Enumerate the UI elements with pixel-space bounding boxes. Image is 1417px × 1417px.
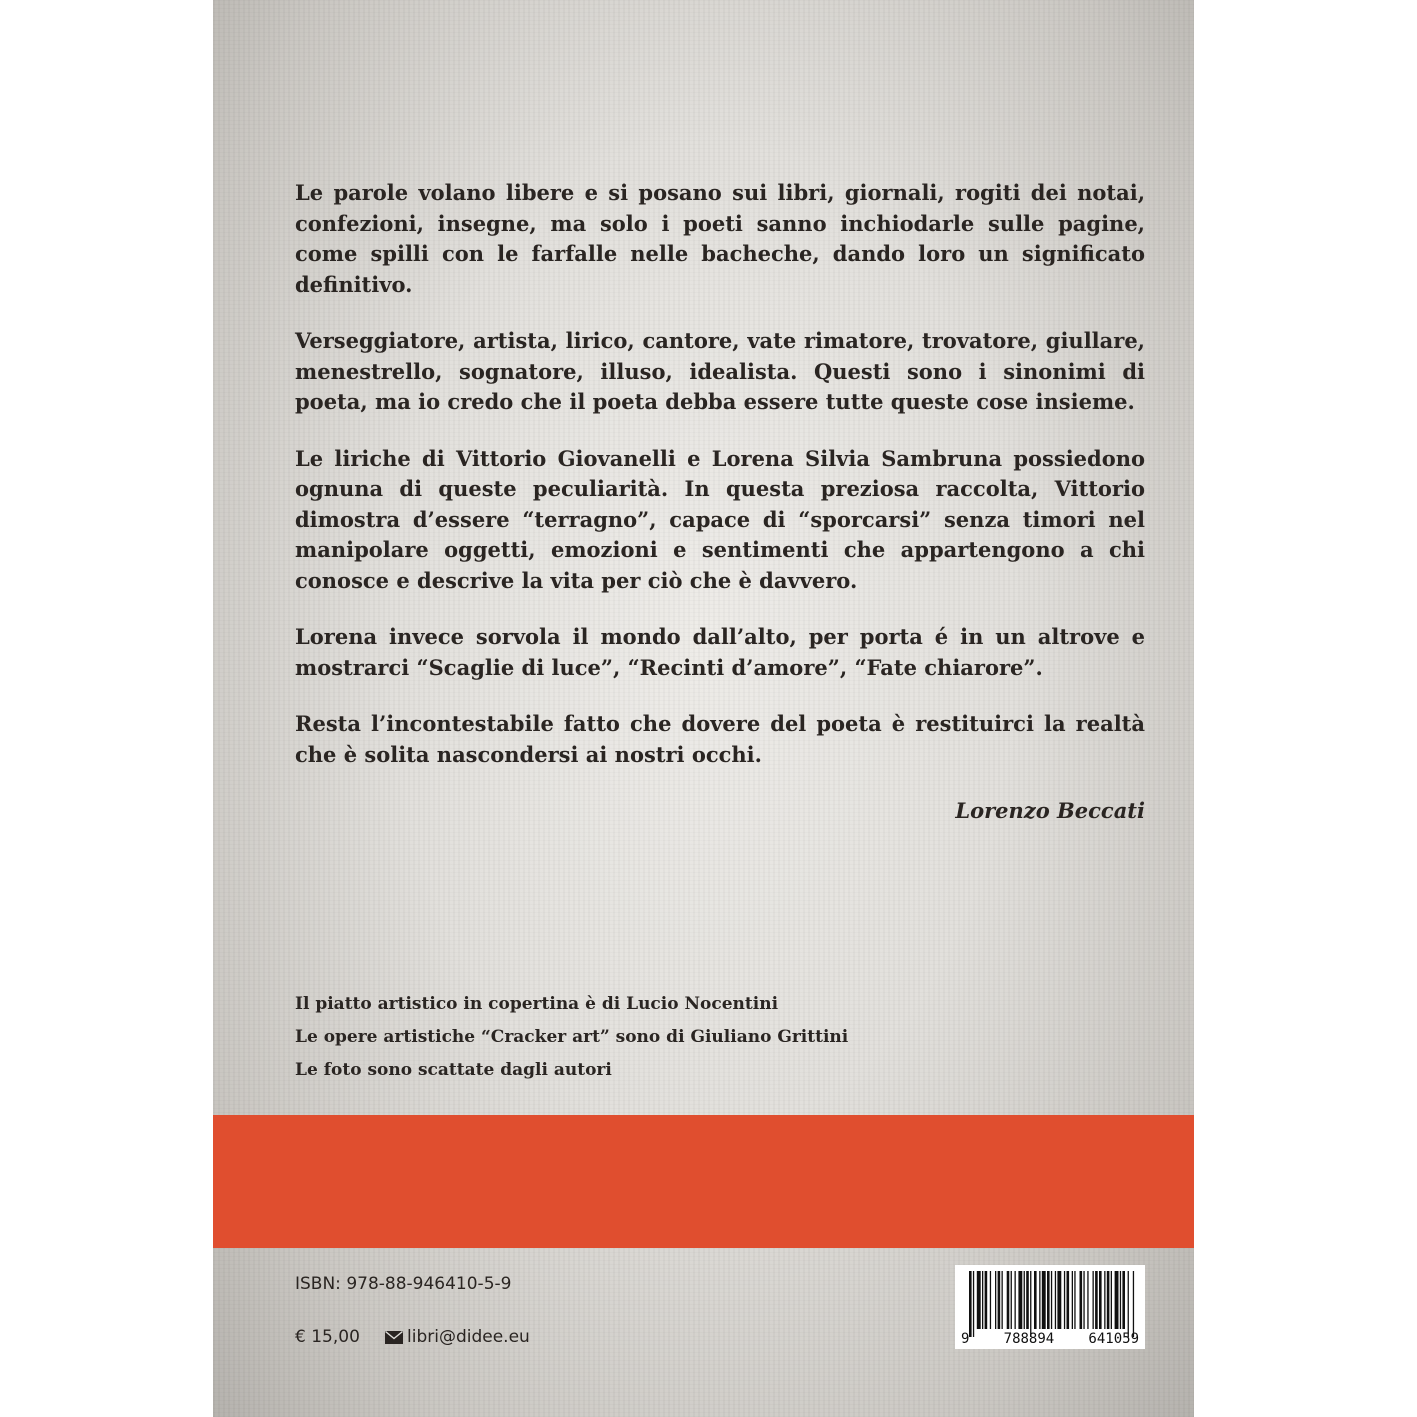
credit-line-2: Le opere artistiche “Cracker art” sono di Giuliano Grittini (295, 1027, 849, 1047)
barcode-bar (1007, 1271, 1010, 1329)
barcode-bar (1099, 1271, 1102, 1329)
barcode-bar (1034, 1271, 1037, 1329)
barcode-bar (1067, 1271, 1070, 1329)
barcode-bar (1064, 1271, 1065, 1329)
credit-line-1: Il piatto artistico in copertina è di Lucio Nocentini (295, 994, 779, 1014)
blurb-paragraph-5: Resta l’incontestabile fatto che dovere del poeta è restituirci la realtà che è solita nascondersi ai nostri occhi. (295, 711, 1145, 767)
barcode-bar (1072, 1271, 1073, 1329)
barcode-bar (1030, 1271, 1031, 1337)
barcode-bar (1057, 1271, 1061, 1329)
signature: Lorenzo Beccati (955, 798, 1145, 823)
back-cover (213, 0, 1194, 1417)
barcode-bar (1104, 1271, 1105, 1329)
barcode-bar (1042, 1271, 1046, 1329)
barcode-bar (1002, 1271, 1003, 1329)
barcode-bar (1018, 1271, 1022, 1329)
barcode-bar (1047, 1271, 1050, 1329)
barcode-bar (1051, 1271, 1052, 1329)
barcode-bar (1093, 1271, 1094, 1329)
barcode-digits-right: 641059 (1088, 1331, 1139, 1347)
barcode-bar (1095, 1271, 1098, 1329)
barcode-bar (985, 1271, 988, 1329)
blurb-paragraph-1: Le parole volano libere e si posano sui libri, giornali, rogiti dei notai, confezioni, insegne, ma solo i poeti sanno inchiodarle sulle pagine, come spilli con le farfalle nelle bacheche, dando loro un significato definitivo. (295, 180, 1145, 297)
barcode-bar (973, 1271, 974, 1337)
isbn-text: ISBN: 978-88-946410-5-9 (295, 1274, 512, 1294)
barcode-bar (1107, 1271, 1110, 1329)
barcode-bar (1115, 1271, 1119, 1329)
credits (295, 988, 1095, 1087)
color-band (213, 1115, 1194, 1248)
barcode-bar (1026, 1271, 1029, 1329)
barcode-bar (969, 1271, 972, 1337)
barcode-bar (1039, 1271, 1040, 1329)
credit-line-3: Le foto sono scattate dagli autori (295, 1060, 612, 1080)
barcode-bar (982, 1271, 983, 1329)
barcode-bar (1083, 1271, 1084, 1329)
barcode-bar (977, 1271, 981, 1329)
barcode-bar (1122, 1271, 1125, 1329)
email-text: libri@didee.eu (407, 1327, 530, 1347)
blurb-paragraph-2: Verseggiatore, artista, lirico, cantore, vate rimatore, trovatore, giullare, menestrello, sognatore, illuso, idealista. Questi sono i sinonimi di poeta, ma io credo che il poeta debba essere tutte queste cose insieme. (295, 328, 1145, 414)
barcode-bar (995, 1271, 996, 1329)
barcode-bar (1080, 1271, 1083, 1329)
barcode-bar (1120, 1271, 1121, 1329)
blurb-text (295, 178, 1145, 853)
barcode-bar (1074, 1271, 1075, 1329)
barcode-bar (1128, 1271, 1129, 1337)
barcode-bar (1087, 1271, 1088, 1329)
barcode-digit-first: 9 (961, 1331, 970, 1347)
email-contact (385, 1327, 530, 1347)
barcode-digits-left: 788894 (1003, 1331, 1055, 1347)
barcode-bar (1024, 1271, 1025, 1329)
blurb-paragraph-3: Le liriche di Vittorio Giovanelli e Lorena Silvia Sambruna possiedono ognuna di queste peculiarità. In questa preziosa raccolta, Vittorio dimostra d’essere “terragno”, capace di “sporcarsi” senza timori nel manipolare oggetti, emozioni e sentimenti che appartengono a chi conosce e descrive la vita per ciò che è davvero. (295, 445, 1145, 593)
barcode-bar (1015, 1271, 1016, 1329)
envelope-icon (385, 1331, 403, 1344)
price-text: € 15,00 (295, 1327, 360, 1347)
barcode-bar (1111, 1271, 1112, 1329)
barcode-digits (955, 1331, 1145, 1347)
blurb-paragraph-4: Lorena invece sorvola il mondo dall’alto, per porta é in un altrove e mostrarci “Scaglie di luce”, “Recinti d’amore”, “Fate chiarore”. (295, 624, 1145, 680)
barcode-bar (998, 1271, 1001, 1329)
barcode-bar (1133, 1271, 1134, 1337)
barcode-bar (1055, 1271, 1056, 1329)
barcode-bar (990, 1271, 991, 1329)
barcode (955, 1265, 1145, 1349)
barcode-bar (1011, 1271, 1012, 1329)
